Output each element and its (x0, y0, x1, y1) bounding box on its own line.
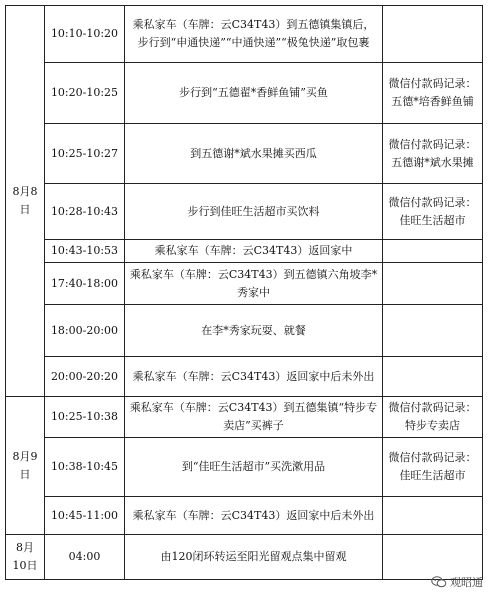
table-row (6, 63, 483, 124)
payment-cell: 微信付款码记录：五德谢*斌水果摊 (383, 124, 483, 184)
activity-cell: 到“佳旺生活超市”买洗漱用品 (125, 438, 383, 497)
activity-cell: 步行到“五德翟*香鲜鱼铺”买鱼 (125, 63, 383, 124)
payment-cell: 微信付款码记录：佳旺生活超市 (383, 184, 483, 240)
table-row (6, 397, 483, 438)
table-row (6, 240, 483, 263)
table-row (6, 438, 483, 497)
activity-cell: 乘私家车（车牌：云C34T43）返回家中 (125, 240, 383, 263)
time-cell: 04:00 (45, 535, 125, 580)
payment-cell (383, 240, 483, 263)
time-cell: 10:38-10:45 (45, 438, 125, 497)
date-cell: 8月10日 (6, 535, 45, 580)
table-row (6, 263, 483, 305)
payment-cell (383, 357, 483, 397)
time-cell: 10:28-10:43 (45, 184, 125, 240)
activity-cell: 乘私家车（车牌：云C34T43）到五德镇六角坡李*秀家中 (125, 263, 383, 305)
payment-cell (383, 305, 483, 357)
date-cell: 8月8日 (6, 6, 45, 397)
activity-cell: 乘私家车（车牌：云C34T43）返回家中后未外出 (125, 357, 383, 397)
time-cell: 10:25-10:38 (45, 397, 125, 438)
activity-cell: 到五德谢*斌水果摊买西瓜 (125, 124, 383, 184)
activity-cell: 步行到佳旺生活超市买饮料 (125, 184, 383, 240)
activity-cell: 乘私家车（车牌：云C34T43）返回家中后未外出 (125, 497, 383, 535)
payment-cell (383, 535, 483, 580)
time-cell: 10:10-10:20 (45, 6, 125, 63)
activity-cell: 乘私家车（车牌：云C34T43）到五德镇集镇后，步行到“申通快递”“中通快递”“极兔快递”取包裹 (125, 6, 383, 63)
wechat-icon (431, 576, 447, 588)
watermark (431, 574, 483, 590)
payment-cell (383, 497, 483, 535)
table-row (6, 184, 483, 240)
time-cell: 10:25-10:27 (45, 124, 125, 184)
time-cell: 10:43-10:53 (45, 240, 125, 263)
table-row (6, 124, 483, 184)
payment-cell (383, 6, 483, 63)
table-row (6, 6, 483, 63)
time-cell: 17:40-18:00 (45, 263, 125, 305)
time-cell: 18:00-20:00 (45, 305, 125, 357)
activity-cell: 乘私家车（车牌：云C34T43）到五德集镇“特步专卖店”买裤子 (125, 397, 383, 438)
time-cell: 10:45-11:00 (45, 497, 125, 535)
payment-cell: 微信付款码记录：五德*培香鲜鱼铺 (383, 63, 483, 124)
time-cell: 20:00-20:20 (45, 357, 125, 397)
payment-cell: 微信付款码记录：特步专卖店 (383, 397, 483, 438)
table-row (6, 497, 483, 535)
activity-cell: 在李*秀家玩耍、就餐 (125, 305, 383, 357)
table-row (6, 305, 483, 357)
activity-cell: 由120闭环转运至阳光留观点集中留观 (125, 535, 383, 580)
itinerary-table (5, 5, 483, 580)
date-cell: 8月9日 (6, 397, 45, 535)
watermark-text: 观昭通 (450, 576, 483, 589)
table-row (6, 535, 483, 580)
table-row (6, 357, 483, 397)
payment-cell (383, 263, 483, 305)
payment-cell: 微信付款码记录：佳旺生活超市 (383, 438, 483, 497)
time-cell: 10:20-10:25 (45, 63, 125, 124)
